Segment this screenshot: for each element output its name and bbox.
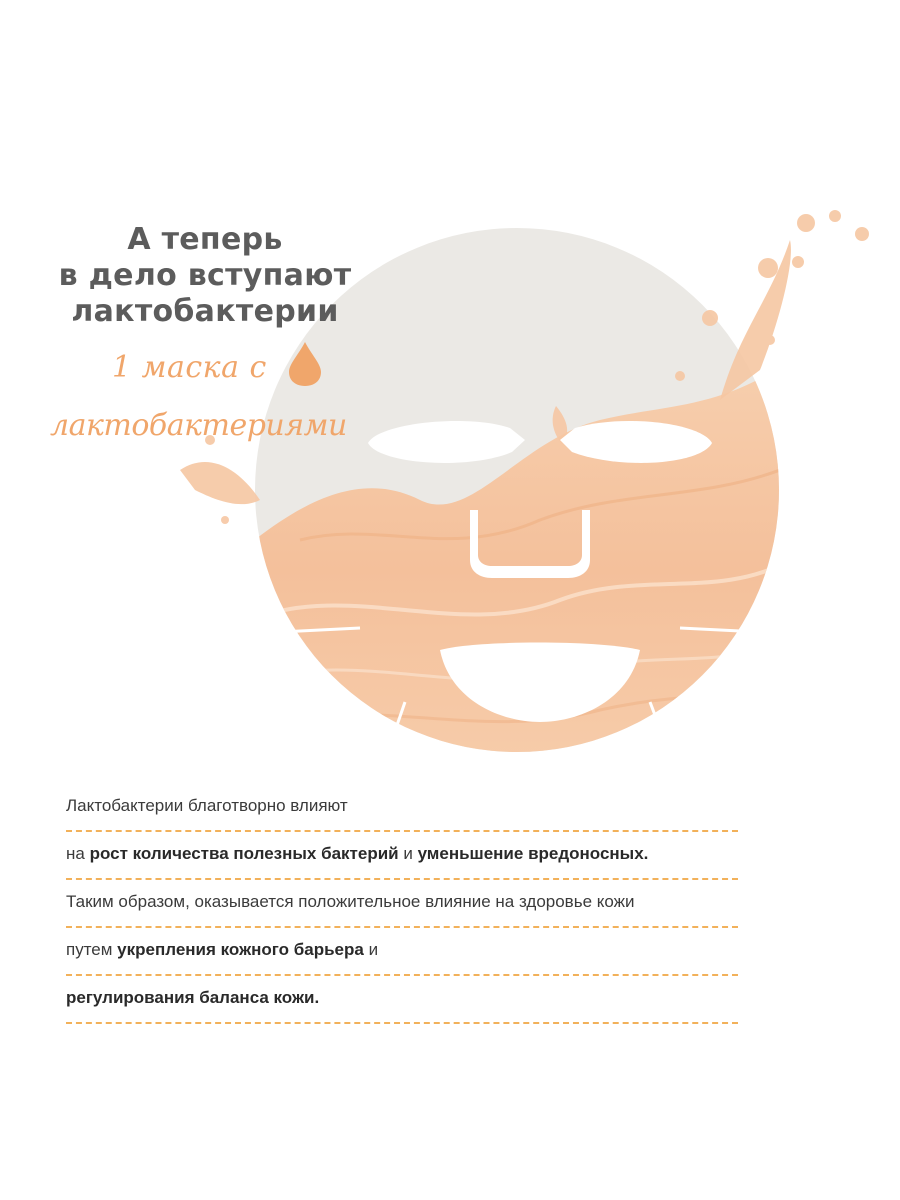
text-phrase: и [363,940,379,959]
text-phrase: на [66,844,90,863]
paragraph-line [66,840,738,888]
bold-phrase: укрепления кожного барьера [117,940,364,959]
text-phrase: Лактобактерии благотворно влияют [66,796,348,815]
heading [40,222,370,330]
paragraph-line [66,984,738,1032]
tagline-line-1: 1 маска с [112,350,267,385]
tagline-line-2: лактобактериями [50,408,347,443]
text-phrase: Таким образом, оказывается положительное влияние на здоровье кожи [66,892,635,911]
dashed-divider [66,878,738,880]
bold-phrase: уменьшение вредоносных. [417,844,649,863]
paragraph-line-text [66,892,635,912]
description-paragraph [66,792,738,1032]
bold-phrase: регулирования баланса кожи. [66,988,320,1007]
dashed-divider [66,1022,738,1024]
paragraph-line [66,936,738,984]
paragraph-line-text [66,844,648,864]
paragraph-line [66,888,738,936]
paragraph-line [66,792,738,840]
text-phrase: путем [66,940,118,959]
heading-line-1: А теперь [127,222,283,257]
dashed-divider [66,830,738,832]
bold-phrase: рост количества полезных бактерий [89,844,399,863]
paragraph-line-text [66,796,348,816]
paragraph-line-text [66,988,319,1008]
text-phrase: и [398,844,418,863]
heading-line-2: в дело вступают [58,258,352,293]
paragraph-line-text [66,940,378,960]
dashed-divider [66,974,738,976]
dashed-divider [66,926,738,928]
drop-icon [285,340,325,388]
heading-line-3: лактобактерии [71,294,339,329]
